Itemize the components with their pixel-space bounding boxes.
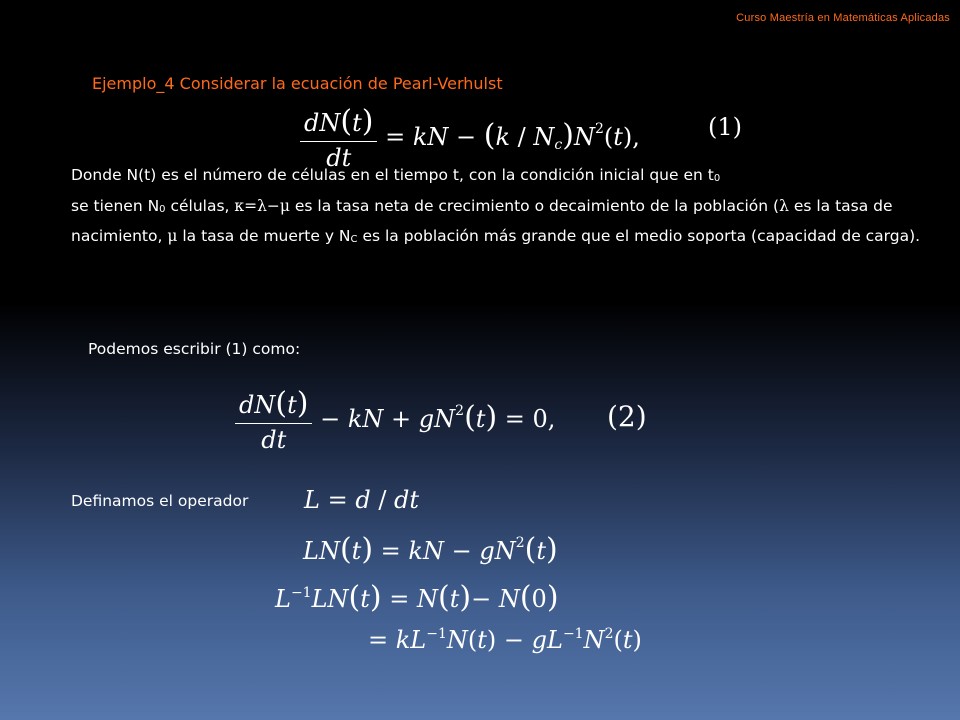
operator-equation-2: $L^{-1}LN(t) = N(t)- N(0)$ bbox=[275, 580, 559, 615]
para-text-6: la tasa de muerte y N bbox=[177, 227, 351, 245]
lambda-symbol: λ bbox=[779, 196, 789, 215]
para-text-2: se tienen N bbox=[71, 196, 160, 215]
equation-2: $\frac{dN(t)}{dt}$ − kN + $gN^2(t) = 0$, bbox=[235, 386, 555, 454]
operator-equation-1: LN(t) = kN − $gN^2(t)$ bbox=[303, 532, 558, 567]
kappa-definition: κ=λ−μ bbox=[234, 196, 290, 215]
podemos-text: Podemos escribir (1) como: bbox=[88, 340, 301, 358]
para-text-5: es la tasa de nacimiento, bbox=[71, 196, 893, 245]
subscript-t0: 0 bbox=[713, 173, 721, 184]
equation-1-number: (1) bbox=[708, 113, 742, 141]
equation-1: $\frac{dN(t)}{dt}$ = kN − $(k / N_c)N^2(t)$, bbox=[300, 104, 640, 172]
subscript-n0: 0 bbox=[159, 203, 166, 215]
subscript-nc: C bbox=[350, 234, 358, 245]
para-text-3: células, bbox=[165, 196, 235, 215]
course-header: Curso Maestría en Matemáticas Aplicadas bbox=[736, 12, 950, 24]
para-text-1: Donde N(t) es el número de células en el tiempo t, con la condición inicial que en t bbox=[71, 166, 714, 184]
operator-equation-3: = $kL^{-1}N(t) - gL^{-1}N^2(t)$ bbox=[368, 626, 642, 654]
eq1-fraction: $\frac{dN(t)}{dt}$ bbox=[300, 104, 377, 172]
description-paragraph bbox=[71, 162, 921, 254]
example-title: Ejemplo_4 Considerar la ecuación de Pearl-Verhulst bbox=[92, 74, 503, 93]
equation-2-number: (2) bbox=[607, 400, 647, 433]
para-text-7: es la población más grande que el medio soporta (capacidad de carga). bbox=[357, 227, 921, 245]
operator-definition: L = d / dt bbox=[304, 486, 420, 514]
para-text-4: es la tasa neta de crecimiento o decaimiento de la población ( bbox=[289, 196, 780, 215]
mu-symbol: μ bbox=[167, 227, 178, 245]
eq2-fraction: $\frac{dN(t)}{dt}$ bbox=[235, 386, 312, 454]
definamos-text: Definamos el operador bbox=[71, 492, 249, 510]
